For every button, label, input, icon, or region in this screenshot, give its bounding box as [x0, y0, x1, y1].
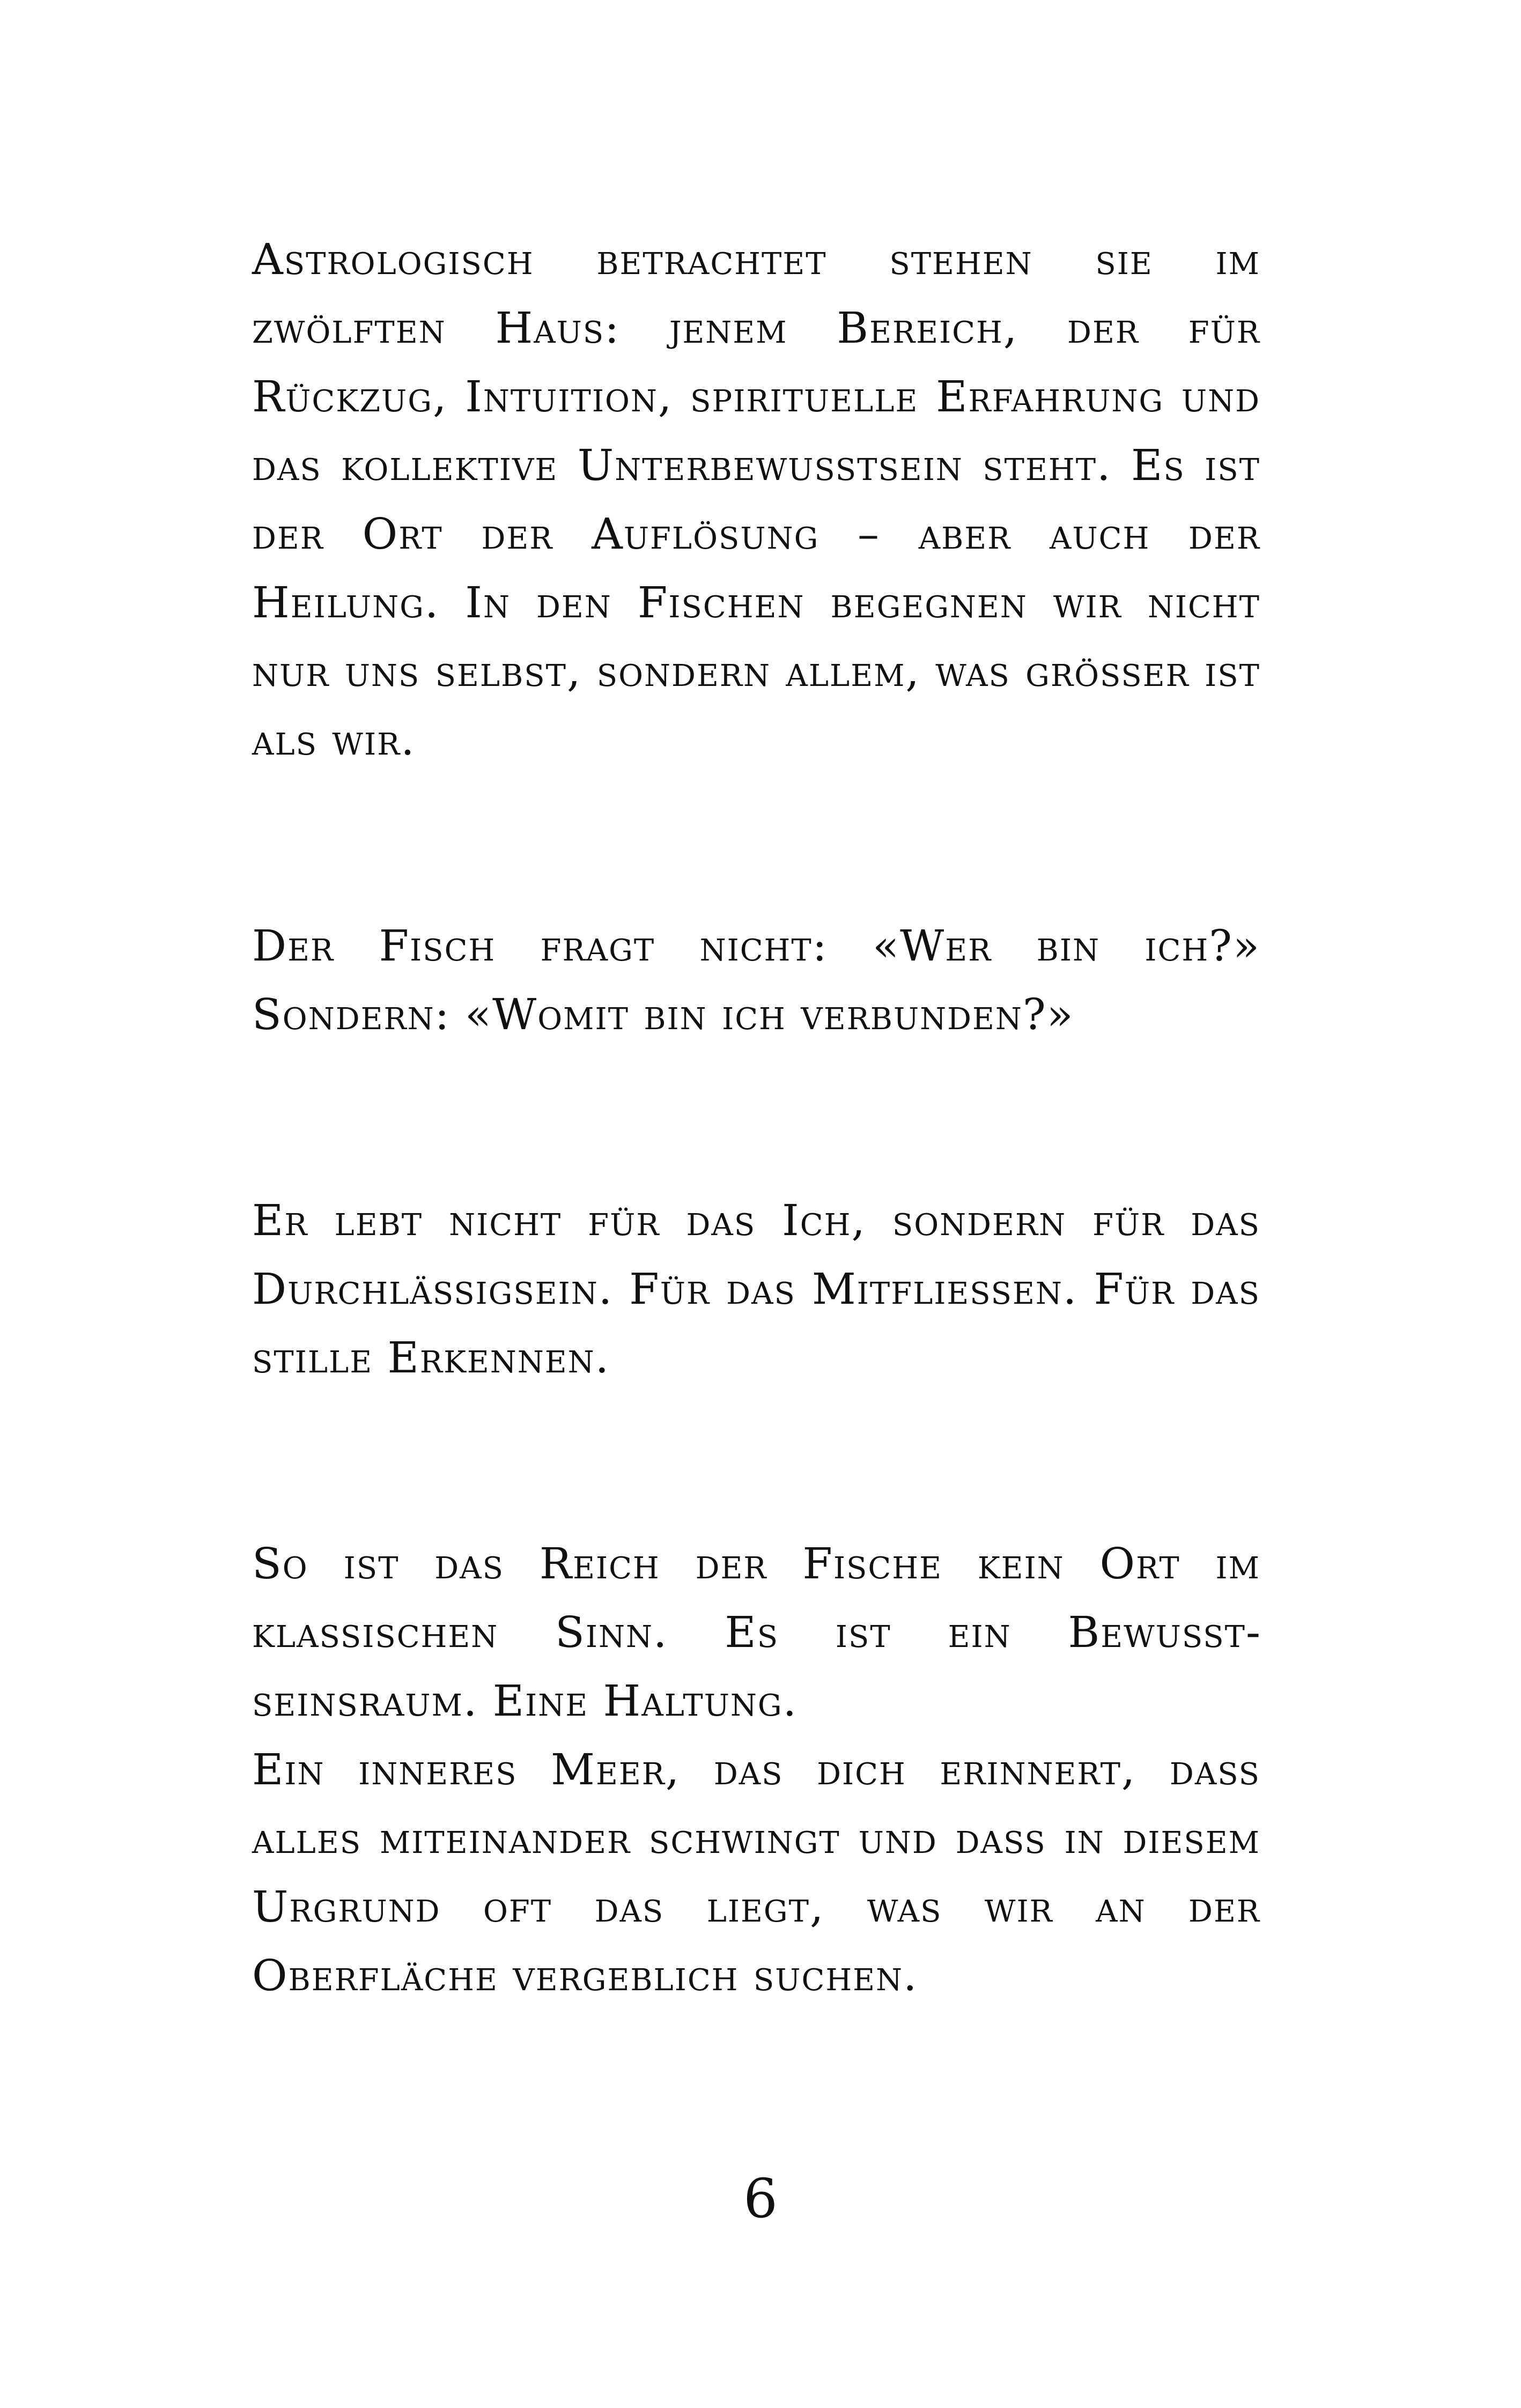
body-text	[252, 225, 1260, 2010]
paragraph-spacer	[252, 1049, 1260, 1186]
paragraph-5: Ein inneres Meer, das dich erinnert, dass alles miteinander schwingt und dass in diesem Urgrund oft das liegt, was wir an der Oberfläche vergeblich suchen.	[252, 1745, 1260, 2000]
page-number: 6	[743, 2167, 778, 2230]
paragraph-spacer	[252, 1392, 1260, 1530]
paragraph-1: Astrologisch betrachtet stehen sie im zwölften Haus: jenem Bereich, der für Rückzug, Intuition, spirituelle Erfahrung und das kollektive Unterbewusstsein steht. Es ist der Ort der Auflösung – aber auch der Heilung. In den Fischen begegnen wir nicht nur uns selbst, sondern allem, was grösser ist als wir.	[252, 234, 1260, 765]
paragraph-3: Er lebt nicht für das Ich, sondern für das Durchlässigsein. Für das Mitfliessen. Für das stille Erkennen.	[252, 1195, 1260, 1383]
paragraph-spacer	[252, 774, 1260, 912]
paragraph-2: Der Fisch fragt nicht: «Wer bin ich?» Sondern: «Womit bin ich verbunden?»	[252, 921, 1260, 1039]
paragraph-4: So ist das Reich der Fische kein Ort im klassischen Sinn. Es ist ein Bewusstseinsraum. Eine Haltung.	[252, 1539, 1260, 1726]
